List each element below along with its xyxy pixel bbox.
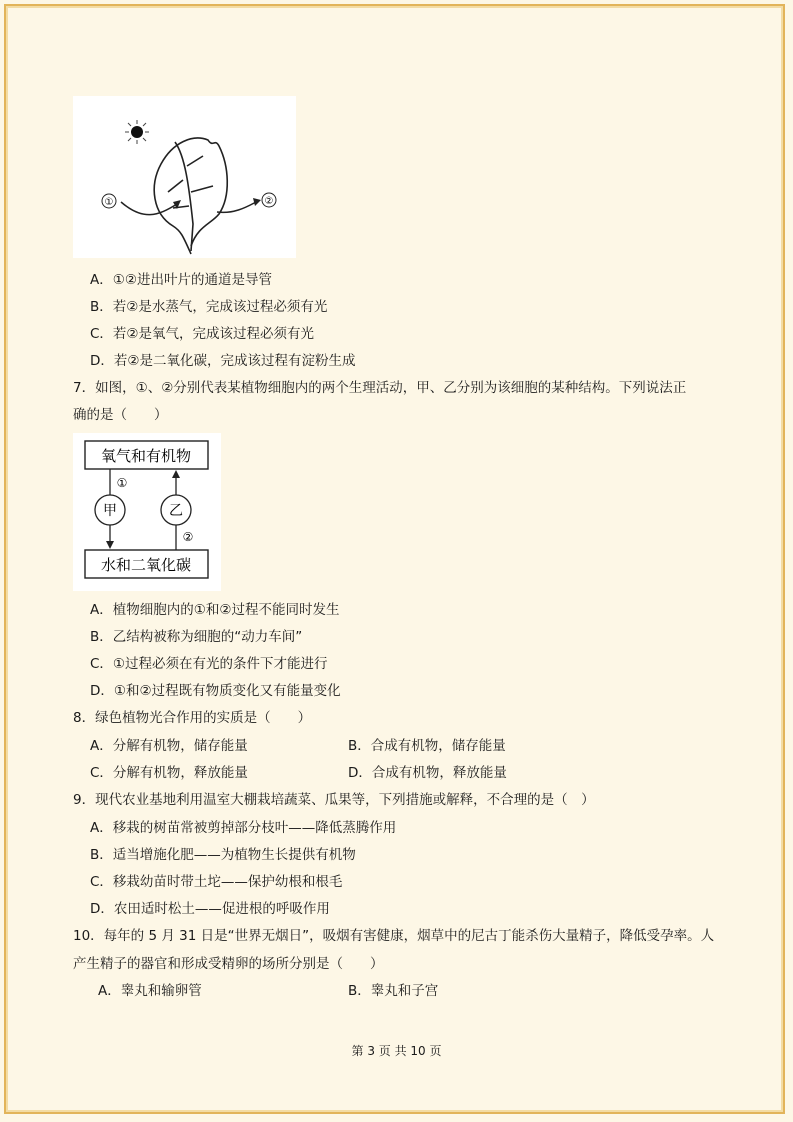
circle-label-2: ② — [264, 196, 274, 207]
q10-stem-line2: 产生精子的器官和形成受精卵的场所分别是（ ） — [73, 956, 384, 972]
circle-jia: 甲 — [103, 503, 117, 519]
q6-option-d: D．若②是二氧化碳，完成该过程有淀粉生成 — [90, 353, 356, 369]
circle-yi: 乙 — [169, 503, 183, 519]
circle-label-1: ① — [104, 197, 114, 208]
q10-option-b: B．睾丸和子宫 — [348, 983, 439, 999]
process-figure — [73, 433, 221, 591]
label-process-1: ① — [116, 476, 128, 490]
q8-stem: 8．绿色植物光合作用的实质是（ ） — [73, 710, 312, 726]
leaf-figure — [73, 96, 296, 258]
q7-option-a: A．植物细胞内的①和②过程不能同时发生 — [90, 602, 340, 618]
q6-option-b: B．若②是水蒸气，完成该过程必须有光 — [90, 299, 328, 315]
q7-option-b: B．乙结构被称为细胞的“动力车间” — [90, 629, 303, 645]
q9-option-b: B．适当增施化肥——为植物生长提供有机物 — [90, 847, 356, 863]
q7-stem-line2: 确的是（ ） — [73, 407, 168, 423]
q10-stem-line1: 10．每年的 5 月 31 日是“世界无烟日”，吸烟有害健康，烟草中的尼古丁能杀伤大量精子，降低受孕率。人 — [73, 928, 715, 944]
box-water-co2: 水和二氧化碳 — [100, 556, 192, 574]
leaf-icon — [154, 138, 227, 254]
q6-option-a: A．①②进出叶片的通道是导管 — [90, 272, 272, 288]
box-oxygen-organic: 氧气和有机物 — [100, 447, 192, 465]
q8-option-a: A．分解有机物，储存能量 — [90, 738, 248, 754]
q7-option-c: C．①过程必须在有光的条件下才能进行 — [90, 656, 328, 672]
q8-option-b: B．合成有机物，储存能量 — [348, 738, 506, 754]
q10-option-a: A．睾丸和输卵管 — [98, 983, 202, 999]
q8-option-c: C．分解有机物，释放能量 — [90, 765, 248, 781]
leaf-diagram — [73, 96, 296, 258]
q9-option-c: C．移栽幼苗时带土坨——保护幼根和根毛 — [90, 874, 343, 890]
q8-option-d: D．合成有机物，释放能量 — [348, 765, 507, 781]
label-process-2: ② — [182, 530, 194, 544]
q9-option-a: A．移栽的树苗常被剪掉部分枝叶——降低蒸腾作用 — [90, 820, 397, 836]
sun-icon — [125, 120, 149, 144]
page-footer: 第 3 页 共 10 页 — [351, 1044, 442, 1058]
q7-stem-line1: 7．如图，①、②分别代表某植物细胞内的两个生理活动，甲、乙分别为该细胞的某种结构。下列说法正 — [73, 380, 687, 396]
q9-stem: 9．现代农业基地利用温室大棚栽培蔬菜、瓜果等，下列措施或解释，不合理的是（ ） — [73, 792, 595, 808]
q7-option-d: D．①和②过程既有物质变化又有能量变化 — [90, 683, 341, 699]
q9-option-d: D．农田适时松土——促进根的呼吸作用 — [90, 901, 330, 917]
q6-option-c: C．若②是氧气，完成该过程必须有光 — [90, 326, 315, 342]
process-diagram — [73, 433, 221, 591]
